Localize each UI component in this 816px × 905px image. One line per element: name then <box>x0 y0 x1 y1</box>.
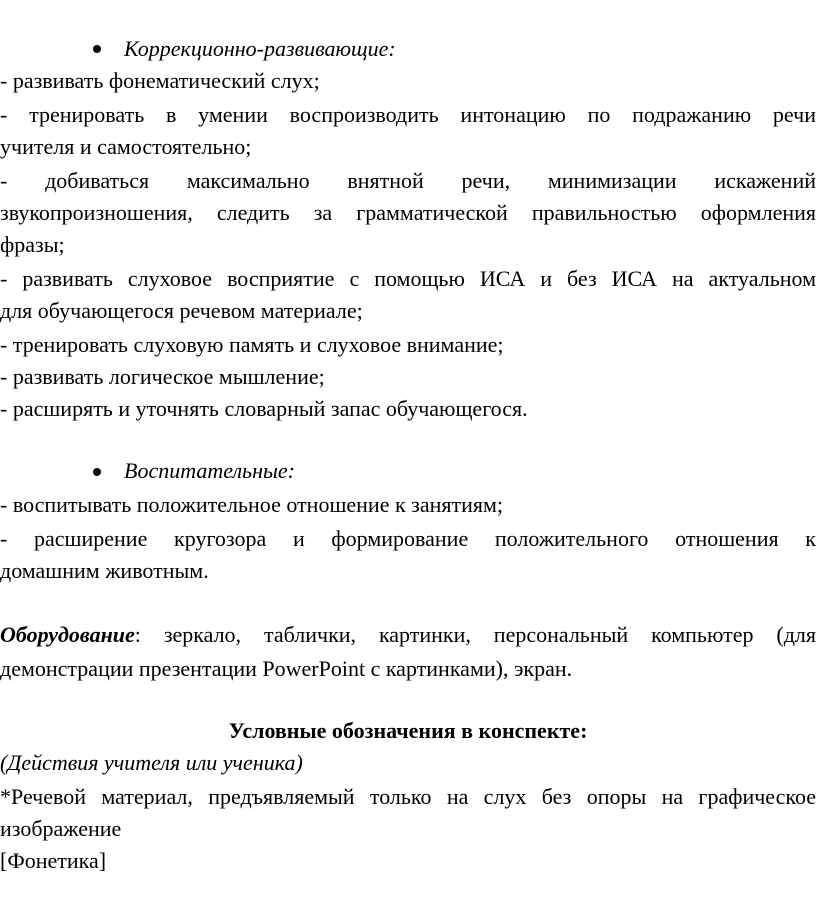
text-line: звукопроизношения, следить за грамматической правильностью оформления <box>0 200 816 225</box>
text-line: - расширять и уточнять словарный запас обучающегося. <box>0 396 528 421</box>
text-line: домашним животным. <box>0 558 209 583</box>
equipment-line <box>0 620 816 650</box>
text-line: - развивать фонематический слух; <box>0 68 320 93</box>
text-line: для обучающегося речевом материале; <box>0 298 363 323</box>
text-line: - воспитывать положительное отношение к занятиям; <box>0 492 504 517</box>
text-line: - развивать слуховое восприятие с помощью ИСА и без ИСА на актуальном <box>0 266 816 291</box>
equipment-label: Оборудование <box>0 622 135 647</box>
bullet-icon <box>93 45 101 53</box>
text-line: - добиваться максимально внятной речи, минимизации искажений <box>0 168 816 193</box>
legend-speech: *Речевой материал, предъявляемый только на слух без опоры на графическое <box>0 784 816 809</box>
text-line: фразы; <box>0 232 65 257</box>
text-line: учителя и самостоятельно; <box>0 134 252 159</box>
text-line: - тренировать в умении воспроизводить интонацию по подражанию речи <box>0 102 816 127</box>
text-line: - тренировать слуховую память и слуховое внимание; <box>0 332 504 357</box>
text-line: - развивать логическое мышление; <box>0 364 325 389</box>
section-heading-correction: Коррекционно-развивающие: <box>124 36 396 61</box>
legend-speech-cont: изображение <box>0 816 122 841</box>
legend-phonetics: [Фонетика] <box>0 848 107 873</box>
bullet-icon <box>93 468 101 476</box>
section-heading-upbringing: Воспитательные: <box>124 458 295 483</box>
text-line: демонстрации презентации PowerPoint с картинками), экран. <box>0 656 573 681</box>
legend-actions: (Действия учителя или ученика) <box>0 750 303 775</box>
legend-title: Условные обозначения в конспекте: <box>228 718 588 743</box>
equipment-text: : зеркало, таблички, картинки, персональный компьютер (для <box>134 622 816 647</box>
text-line: - расширение кругозора и формирование положительного отношения к <box>0 526 816 551</box>
